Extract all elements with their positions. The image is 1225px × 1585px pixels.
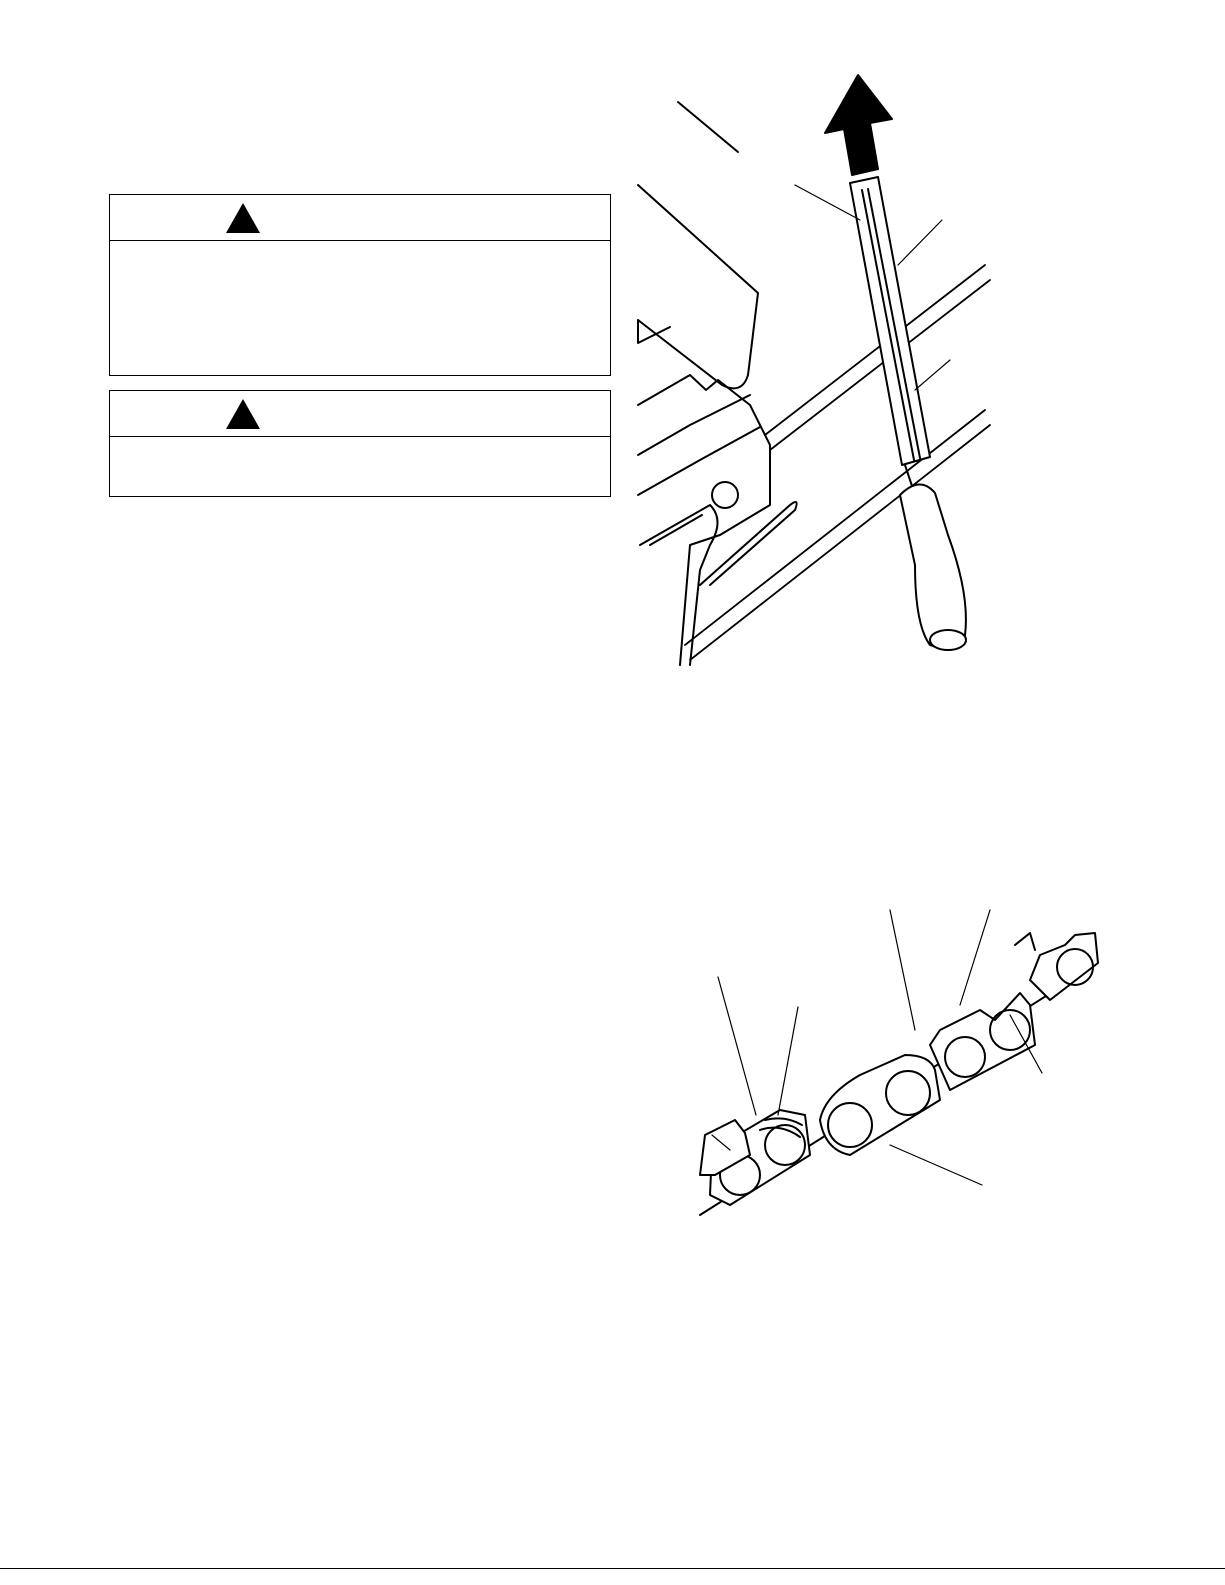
warning-header <box>110 195 610 241</box>
callout-line <box>778 1007 798 1115</box>
callout-line <box>795 185 860 220</box>
warning-body <box>110 241 610 261</box>
file-handle <box>900 465 966 650</box>
bolt-hole <box>712 482 738 508</box>
callout-line <box>915 360 950 390</box>
direction-arrow <box>825 75 892 175</box>
footer-rule <box>0 1568 1225 1569</box>
warning-triangle-icon <box>224 397 262 431</box>
chain-parts-figure <box>690 905 1110 1285</box>
saw-body-line <box>678 102 738 152</box>
drive-link <box>820 1055 940 1155</box>
warning-triangle-icon <box>224 201 262 235</box>
callout-line <box>890 910 915 1030</box>
warning-body <box>110 437 610 457</box>
tie-strap <box>930 993 1035 1090</box>
file-sharpening-figure <box>630 65 1010 685</box>
warning-header <box>110 391 610 437</box>
warning-box-1 <box>109 194 611 376</box>
callout-line <box>718 977 756 1115</box>
callout-line <box>960 910 990 1005</box>
callout-line <box>890 1145 982 1185</box>
warning-box-2 <box>109 390 611 497</box>
file-guide <box>850 177 930 465</box>
saw-housing <box>638 185 758 388</box>
callout-line <box>898 220 942 265</box>
cutter-right <box>1015 933 1098 1000</box>
